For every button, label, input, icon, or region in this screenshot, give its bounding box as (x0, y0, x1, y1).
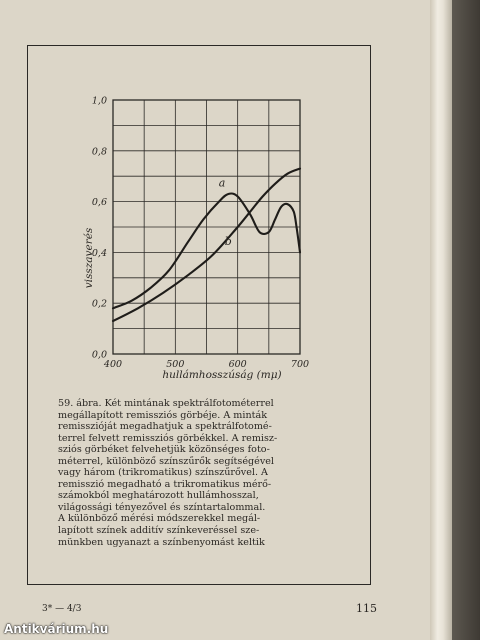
book-spine (452, 0, 480, 640)
series-label-a: a (218, 176, 226, 190)
x-tick-label: 500 (166, 359, 185, 370)
y-tick-label: 0,8 (91, 146, 107, 158)
figure-caption (58, 398, 316, 548)
y-tick-label: 0,4 (91, 247, 107, 259)
caption-line: A különböző mérési módszerekkel megál- (58, 513, 261, 525)
y-tick-label: 0,6 (91, 197, 107, 209)
signature-mark: 3* — 4/3 (42, 604, 82, 614)
x-tick-label: 700 (290, 359, 310, 370)
caption-line: vagy három (trikromatikus) színszűrővel. A (58, 467, 268, 479)
x-axis-label: hullámhosszúság (mμ) (162, 369, 282, 381)
caption-line: remisszió megadható a trikromatikus mérő- (58, 478, 272, 490)
caption-line: terrel felvett remissziós görbékkel. A remisz- (58, 432, 278, 444)
caption-line: világossági tényezővel és színtartalommal. (58, 501, 266, 513)
y-tick-label: 0,0 (91, 349, 107, 361)
y-axis-label: visszaverés (83, 227, 95, 289)
caption-line: lapított színek additív színkeveréssel sze- (58, 525, 260, 537)
caption-line: megállapított remissziós görbéje. A minták (58, 409, 268, 421)
caption-line: sziós görbéket felvehetjük közönséges foto- (58, 444, 270, 456)
y-tick-label: 0,2 (91, 298, 107, 310)
x-tick-label: 600 (228, 359, 247, 370)
caption-line: méterrel, különböző színszűrők segítségével (58, 455, 274, 467)
watermark: Antikvárium.hu (4, 622, 109, 636)
x-tick-label: 400 (103, 359, 123, 370)
y-tick-label: 1,0 (91, 95, 107, 107)
caption-line: számokból meghatározott hullámhosszal, (58, 490, 259, 502)
caption-line: münkben ugyanazt a színbenyomást keltik (58, 536, 265, 548)
caption-line: 59. ábra. Két mintának spektrálfotométerrel (58, 398, 274, 409)
series-label-b: b (224, 234, 232, 248)
page-number: 115 (356, 602, 377, 615)
caption-line: remisszióját megadhatjuk a spektrálfotomé- (58, 421, 272, 433)
